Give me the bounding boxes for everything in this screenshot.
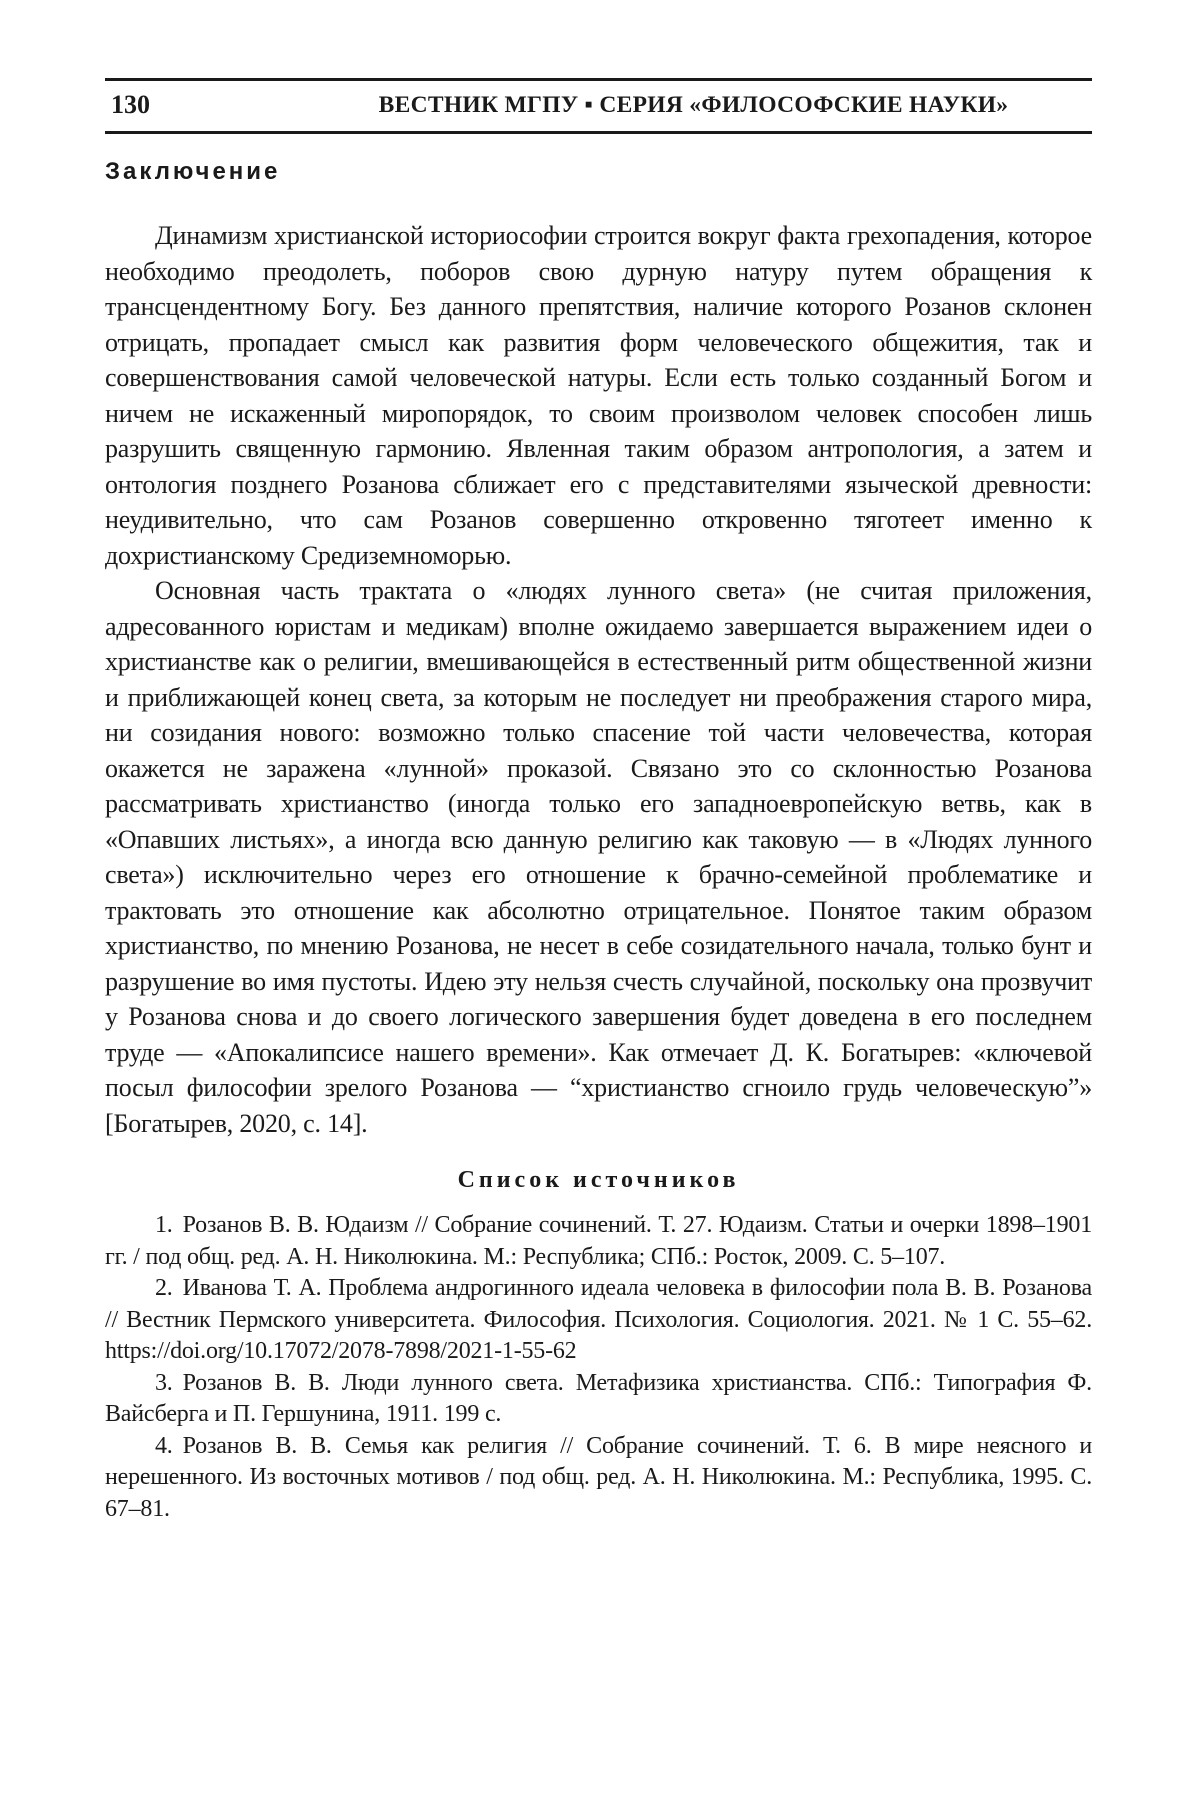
journal-page xyxy=(105,78,1092,1525)
journal-title: ВЕСТНИК МГПУ ▪ СЕРИЯ «ФИЛОСОФСКИЕ НАУКИ» xyxy=(378,92,1009,118)
page-number: 130 xyxy=(111,90,150,119)
reference-number: 1. xyxy=(155,1212,173,1238)
paragraph: Основная часть трактата о «людях лунного света» (не считая приложения, адресованного юристам и медикам) вполне ожидаемо завершается выражением идеи о христианстве как о религии, вмешивающейся в естественный ритм общественной жизни и приближающей конец света, за которым не последует ни преображения старого мира, ни созидания нового: возможно только спасение той части человечества, которая окажется не заражена «лунной» проказой. Связано это со склонностью Розанова рассматривать христианство (иногда только его западноевропейскую ветвь, как в «Опавших листьях», а иногда всю данную религию как таковую — в «Людях лунного света») исключительно через его отношение к брачно-семейной проблематике и трактовать это отношение как абсолютно отрицательное. Понятое таким образом христианство, по мнению Розанова, не несет в себе созидательного начала, только бунт и разрушение во имя пустоты. Идею эту нельзя счесть случайной, поскольку она прозвучит у Розанова снова и до своего логического завершения будет доведена в его последнем труде — «Апокалипсисе нашего времени». Как отмечает Д. К. Богатырев: «ключевой посыл философии зрелого Розанова — “христианство сгноило грудь человеческую”» [Богатырев, 2020, с. 14]. xyxy=(105,576,1092,1138)
reference-item xyxy=(105,1368,1092,1431)
reference-number: 4. xyxy=(155,1432,173,1459)
reference-text: Розанов В. В. Юдаизм // Собрание сочинений. Т. 27. Юдаизм. Статьи и очерки 1898–1901 гг. / под общ. ред. А. Н. Николюкина. М.: Республика; СПб.: Росток, 2009. С. 5–107. xyxy=(105,1212,1092,1270)
reference-number: 2. xyxy=(155,1275,173,1301)
paragraph: Динамизм христианской историософии строится вокруг факта грехопадения, которое необходимо преодолеть, поборов свою дурную натуру путем обращения к трансцендентному Богу. Без данного препятствия, наличие которого Розанов склонен отрицать, пропадает смысл как развития форм человеческого общежития, так и совершенствования самой человеческой натуры. Если есть только созданный Богом и ничем не искаженный миропорядок, то своим произволом человек способен лишь разрушить священную гармонию. Явленная таким образом антропология, а затем и онтология позднего Розанова сближает его с представителями языческой древности: неудивительно, что сам Розанов совершенно откровенно тяготеет именно к дохристианскому Средиземноморью. xyxy=(105,221,1092,570)
section-heading: Заключение xyxy=(105,158,281,185)
reference-text: Розанов В. В. Люди лунного света. Метафизика христианства. СПб.: Типография Ф. Вайсберга и П. Гершунина, 1911. 199 с. xyxy=(105,1369,1092,1427)
running-header xyxy=(105,78,1092,134)
reference-item xyxy=(105,1273,1092,1368)
reference-number: 3. xyxy=(155,1369,173,1396)
body-text xyxy=(105,218,1092,1141)
references-list xyxy=(105,1210,1092,1525)
reference-text: Иванова Т. А. Проблема андрогинного идеала человека в философии пола В. В. Розанова // Вестник Пермского университета. Философия. Психология. Социология. 2021. № 1 С. 55–62. https://doi.org/10.17072/2078-7898/2021-1-55-62 xyxy=(105,1275,1092,1364)
reference-item xyxy=(105,1210,1092,1273)
reference-text: Розанов В. В. Семья как религия // Собрание сочинений. Т. 6. В мире неясного и нерешенного. Из восточных мотивов / под общ. ред. А. Н. Николюкина. М.: Республика, 1995. С. 67–81. xyxy=(105,1432,1092,1522)
reference-item xyxy=(105,1431,1092,1526)
references-heading: Список источников xyxy=(457,1167,740,1193)
